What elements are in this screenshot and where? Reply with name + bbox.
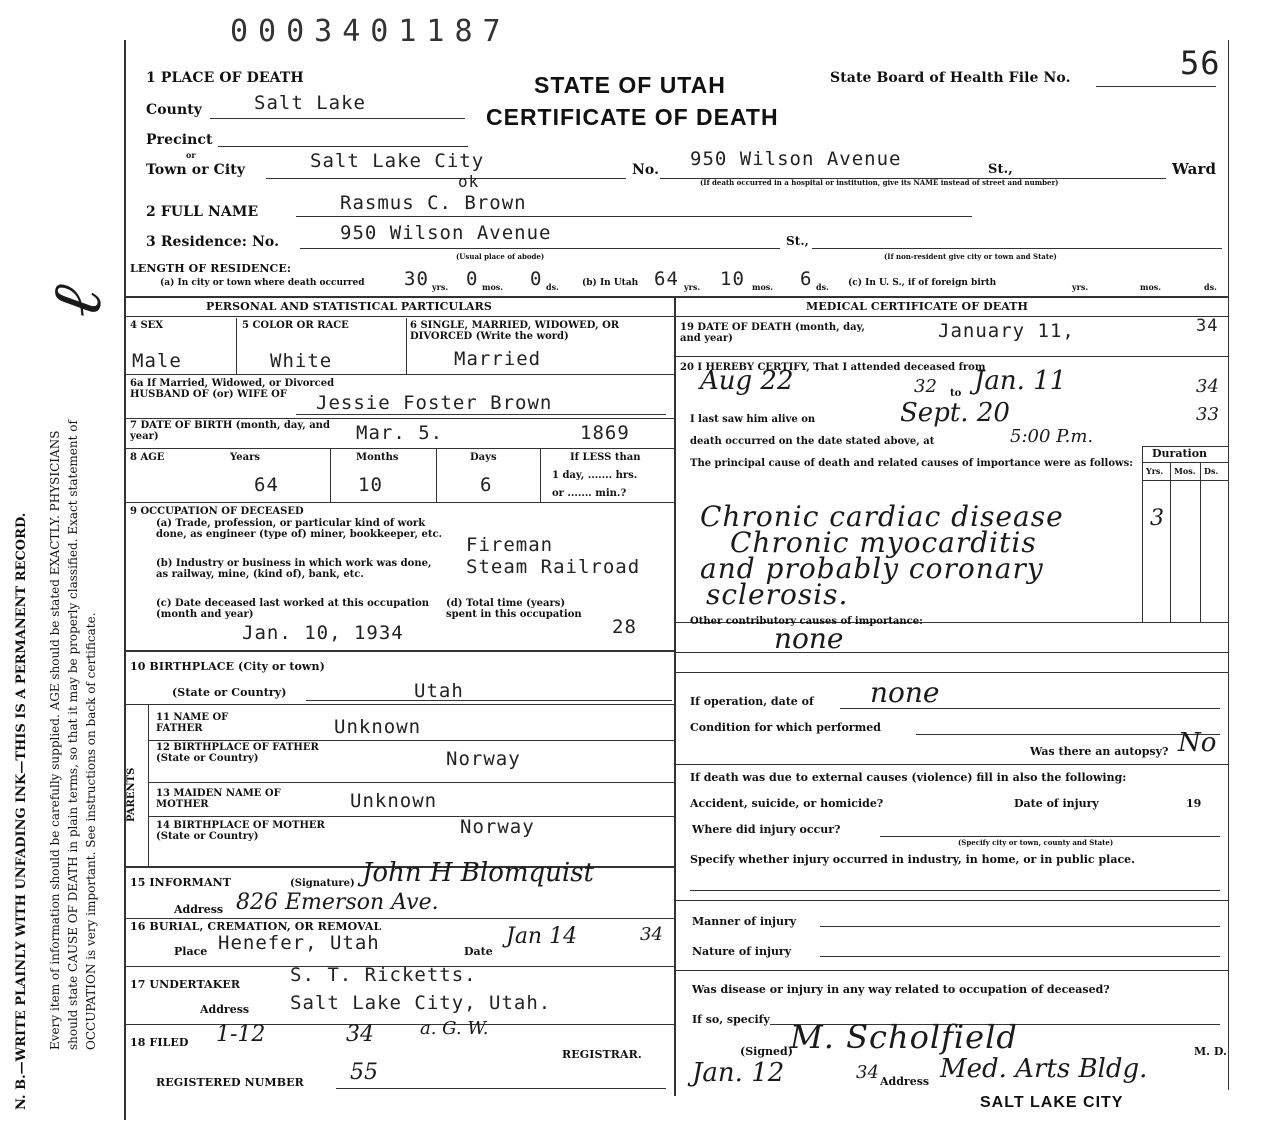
sex-value: Male bbox=[132, 350, 182, 372]
ward-label: Ward bbox=[1172, 160, 1217, 178]
duration-mos-label: Mos. bbox=[1174, 466, 1196, 476]
ifso-label: If so, specify bbox=[692, 1013, 770, 1026]
dod-value: January 11, bbox=[938, 320, 1075, 342]
mother-value: Unknown bbox=[350, 790, 438, 812]
birthplace-label: 10 BIRTHPLACE (City or town) bbox=[130, 660, 325, 673]
sig-address: Med. Arts Bldg. bbox=[940, 1054, 1148, 1084]
duration-yrs-value: 3 bbox=[1150, 506, 1164, 531]
to-year: 34 bbox=[1196, 376, 1219, 397]
length-a-yrs: 30 bbox=[404, 268, 429, 290]
to-date: Jan. 11 bbox=[974, 366, 1067, 396]
length-b-yrs: 64 bbox=[654, 268, 679, 290]
occ-c-value: Jan. 10, 1934 bbox=[242, 622, 404, 644]
certificate-title: CERTIFICATE OF DEATH bbox=[486, 104, 779, 130]
last-saw-year: 33 bbox=[1196, 404, 1219, 425]
years-label: Years bbox=[230, 452, 261, 463]
mother-bp-value: Norway bbox=[460, 816, 535, 838]
burial-date: Jan 14 bbox=[506, 924, 578, 949]
accident-label: Accident, suicide, or homicide? bbox=[690, 797, 884, 810]
age-days: 6 bbox=[480, 474, 493, 496]
registrar-label: REGISTRAR. bbox=[562, 1048, 642, 1061]
certify-label: 20 I HEREBY CERTIFY, That I attended deceased from bbox=[680, 362, 986, 373]
residence-value: 950 Wilson Avenue bbox=[340, 222, 552, 244]
day-hrs: 1 day, ....... hrs. bbox=[552, 470, 638, 481]
age-label: 8 AGE bbox=[130, 452, 165, 463]
manner-label: Manner of injury bbox=[692, 915, 797, 928]
undertaker-address: Salt Lake City, Utah. bbox=[290, 992, 552, 1014]
months-label: Months bbox=[356, 452, 399, 463]
place-of-death-label: 1 PLACE OF DEATH bbox=[146, 70, 304, 86]
occurred-label: death occurred on the date stated above, at bbox=[690, 436, 935, 447]
undertaker-value: S. T. Ricketts. bbox=[290, 964, 477, 986]
burial-label: 16 BURIAL, CREMATION, OR REMOVAL bbox=[130, 920, 382, 933]
contrib-value: none bbox=[774, 622, 844, 655]
length-a-ds: 0 bbox=[530, 268, 543, 290]
duration-label: Duration bbox=[1152, 447, 1208, 460]
mos-unit-2: mos. bbox=[752, 282, 774, 292]
cause-line-2: Chronic myocarditis bbox=[730, 526, 1037, 559]
frame-right bbox=[1228, 40, 1229, 1090]
cause-line-4: sclerosis. bbox=[706, 578, 849, 611]
principal-label: The principal cause of death and related causes of importance were as follows: bbox=[690, 458, 1133, 469]
external-label: If death was due to external causes (violence) fill in also the following: bbox=[690, 771, 1127, 784]
file-no: 56 bbox=[1180, 44, 1221, 82]
dod-year: 34 bbox=[1196, 316, 1219, 336]
operation-label: If operation, date of bbox=[690, 695, 814, 708]
residence-label: 3 Residence: No. bbox=[146, 234, 280, 250]
death-time: 5:00 P.m. bbox=[1010, 426, 1094, 447]
sig-address-label: Address bbox=[880, 1075, 930, 1088]
hospital-note: (If death occurred in a hospital or institution, give its NAME instead of street and number) bbox=[700, 178, 1059, 187]
spouse-label: 6a If Married, Widowed, or Divorced HUSBAND OF (or) WIFE OF bbox=[130, 378, 335, 400]
spouse-value: Jessie Foster Brown bbox=[316, 392, 553, 414]
nonres-note: (If non-resident give city or town and State) bbox=[884, 252, 1057, 261]
father-value: Unknown bbox=[334, 716, 422, 738]
burial-year: 34 bbox=[640, 924, 663, 945]
operation-value: none bbox=[870, 676, 940, 709]
sig-year: 34 bbox=[856, 1062, 879, 1083]
state-title: STATE OF UTAH bbox=[534, 72, 726, 98]
margin-instruction-4: OCCUPATION is very important. See instructions on back of certificate. bbox=[84, 612, 98, 1050]
length-label: LENGTH OF RESIDENCE: bbox=[130, 262, 291, 275]
length-a-mos: 0 bbox=[466, 268, 479, 290]
autopsy-value: No bbox=[1178, 728, 1217, 758]
less-than-label: If LESS than bbox=[570, 452, 641, 463]
age-months: 10 bbox=[358, 474, 383, 496]
usual-note: (Usual place of abode) bbox=[456, 252, 545, 261]
undertaker-label: 17 UNDERTAKER bbox=[130, 978, 241, 991]
mos-unit-1: mos. bbox=[482, 282, 504, 292]
sig-date: Jan. 12 bbox=[692, 1058, 785, 1088]
mos-unit-3: mos. bbox=[1140, 282, 1162, 292]
physician-signature: M. Scholfield bbox=[790, 1018, 1018, 1056]
length-b-mos: 10 bbox=[720, 268, 745, 290]
personal-header: PERSONAL AND STATISTICAL PARTICULARS bbox=[206, 300, 492, 313]
age-years: 64 bbox=[254, 474, 279, 496]
birthplace-value: Utah bbox=[414, 680, 464, 702]
margin-instruction-3: should state CAUSE OF DEATH in plain terms, so that it may be properly classified. Exact statement of bbox=[66, 420, 80, 1050]
father-bp-value: Norway bbox=[446, 748, 521, 770]
occ-a-label: (a) Trade, profession, or particular kind of work done, as engineer (type of) miner, bookkeeper, etc. bbox=[156, 518, 443, 540]
occ-b-value: Steam Railroad bbox=[466, 556, 641, 578]
birthplace-state-label: (State or Country) bbox=[172, 686, 287, 699]
days-label: Days bbox=[470, 452, 497, 463]
city-stamp: SALT LAKE CITY bbox=[980, 1094, 1124, 1111]
or-min: or ....... min.? bbox=[552, 488, 627, 499]
cause-line-1: Chronic cardiac disease bbox=[700, 500, 1064, 533]
to-label: to bbox=[950, 388, 962, 399]
occ-d-label: (d) Total time (years) spent in this occupation bbox=[446, 598, 582, 620]
filed-year: 34 bbox=[346, 1022, 374, 1047]
where-note: (Specify city or town, county and State) bbox=[958, 838, 1114, 847]
duration-yrs-label: Yrs. bbox=[1146, 466, 1164, 476]
length-a-label: (a) In city or town where death occurred bbox=[160, 278, 365, 288]
specify-label: Specify whether injury occurred in industry, in home, or in public place. bbox=[690, 853, 1135, 866]
dob-value: Mar. 5. bbox=[356, 422, 444, 444]
last-saw-date: Sept. 20 bbox=[900, 398, 1010, 428]
dod-label: 19 DATE OF DEATH (month, day, and year) bbox=[680, 322, 865, 344]
margin-instruction-2: Every item of information should be carefully supplied. AGE should be stated EXACTLY. PHYSICIANS bbox=[48, 430, 62, 1050]
where-label: Where did injury occur? bbox=[692, 823, 841, 836]
parents-label: PARENTS bbox=[126, 767, 137, 822]
color-value: White bbox=[270, 350, 333, 372]
length-b-ds: 6 bbox=[800, 268, 813, 290]
ds-unit-2: ds. bbox=[816, 282, 829, 292]
margin-scribble: ℓ bbox=[33, 279, 119, 323]
mother-label: 13 MAIDEN NAME OF MOTHER bbox=[156, 788, 281, 810]
md-label: M. D. bbox=[1194, 1045, 1227, 1058]
full-name-label: 2 FULL NAME bbox=[146, 204, 259, 220]
frame-left bbox=[124, 40, 126, 1120]
injury-date-year: 19 bbox=[1186, 797, 1202, 810]
place-label: Place bbox=[174, 945, 208, 958]
color-label: 5 COLOR OR RACE bbox=[242, 320, 349, 331]
from-date: Aug 22 bbox=[700, 366, 794, 396]
filed-extra: a. G. W. bbox=[420, 1018, 489, 1039]
town-label: Town or City bbox=[146, 162, 246, 178]
street-no: 950 Wilson Avenue bbox=[690, 148, 902, 170]
informant-signature: John H Blomquist bbox=[362, 858, 594, 888]
related-label: Was disease or injury in any way related to occupation of deceased? bbox=[692, 983, 1110, 996]
signed-label: (Signed) bbox=[740, 1045, 793, 1058]
sex-label: 4 SEX bbox=[130, 320, 164, 331]
informant-address-label: Address bbox=[174, 903, 224, 916]
residence-st: St., bbox=[786, 234, 809, 248]
st-label: St., bbox=[988, 162, 1013, 177]
informant-address: 826 Emerson Ave. bbox=[236, 890, 439, 915]
marital-label: 6 SINGLE, MARRIED, WIDOWED, OR DIVORCED (Write the word) bbox=[410, 320, 620, 342]
last-saw-label: I last saw him alive on bbox=[690, 414, 816, 425]
county-label: County bbox=[146, 102, 203, 118]
contrib-label: Other contributory causes of importance: bbox=[690, 616, 923, 627]
serial-number: 0003401187 bbox=[230, 14, 511, 49]
mother-bp-label: 14 BIRTHPLACE OF MOTHER (State or Country) bbox=[156, 820, 325, 842]
yrs-unit-2: yrs. bbox=[684, 282, 701, 292]
town-value: Salt Lake City bbox=[310, 150, 485, 172]
margin-instruction-1: N. B.—WRITE PLAINLY WITH UNFADING INK—THIS IS A PERMANENT RECORD. bbox=[14, 512, 29, 1110]
precinct-label: Precinct bbox=[146, 132, 213, 148]
medical-header: MEDICAL CERTIFICATE OF DEATH bbox=[806, 300, 1029, 313]
ok-mark: ok bbox=[458, 172, 480, 191]
condition-label: Condition for which performed bbox=[690, 721, 881, 734]
from-year: 32 bbox=[914, 376, 937, 397]
occ-a-value: Fireman bbox=[466, 534, 554, 556]
regnum-label: REGISTERED NUMBER bbox=[156, 1076, 304, 1089]
no-label: No. bbox=[632, 162, 660, 178]
informant-label: 15 INFORMANT bbox=[130, 876, 232, 889]
burial-place: Henefer, Utah bbox=[218, 932, 380, 954]
undertaker-address-label: Address bbox=[200, 1003, 250, 1016]
ds-unit-1: ds. bbox=[546, 282, 559, 292]
regnum-value: 55 bbox=[350, 1060, 378, 1085]
autopsy-label: Was there an autopsy? bbox=[1030, 745, 1169, 758]
filed-label: 18 FILED bbox=[130, 1036, 189, 1049]
dob-year: 1869 bbox=[580, 422, 630, 444]
length-b-label: (b) In Utah bbox=[582, 278, 639, 288]
injury-date-label: Date of injury bbox=[1014, 797, 1099, 810]
ds-unit-3: ds. bbox=[1204, 282, 1217, 292]
filed-value: 1-12 bbox=[216, 1022, 266, 1047]
father-label: 11 NAME OF FATHER bbox=[156, 712, 229, 734]
county-value: Salt Lake bbox=[254, 92, 366, 114]
occ-c-label: (c) Date deceased last worked at this occupation (month and year) bbox=[156, 598, 430, 620]
full-name: Rasmus C. Brown bbox=[340, 192, 527, 214]
or-label: or bbox=[186, 150, 196, 160]
father-bp-label: 12 BIRTHPLACE OF FATHER (State or Country) bbox=[156, 742, 319, 764]
occ-b-label: (b) Industry or business in which work was done, as railway, mine, (kind of), bank, etc. bbox=[156, 558, 432, 580]
nature-label: Nature of injury bbox=[692, 945, 792, 958]
yrs-unit-3: yrs. bbox=[1072, 282, 1089, 292]
occ-d-value: 28 bbox=[612, 616, 637, 638]
signature-label: (Signature) bbox=[290, 878, 355, 889]
length-c-label: (c) In U. S., if of foreign birth bbox=[848, 278, 997, 288]
file-no-label: State Board of Health File No. bbox=[830, 70, 1071, 86]
marital-value: Married bbox=[454, 348, 542, 370]
cause-line-3: and probably coronary bbox=[700, 552, 1044, 585]
dob-label: 7 DATE OF BIRTH (month, day, and year) bbox=[130, 420, 330, 442]
duration-ds-label: Ds. bbox=[1204, 466, 1219, 476]
occupation-label: 9 OCCUPATION OF DECEASED bbox=[130, 506, 304, 517]
burial-date-label: Date bbox=[464, 945, 493, 958]
yrs-unit-1: yrs. bbox=[432, 282, 449, 292]
